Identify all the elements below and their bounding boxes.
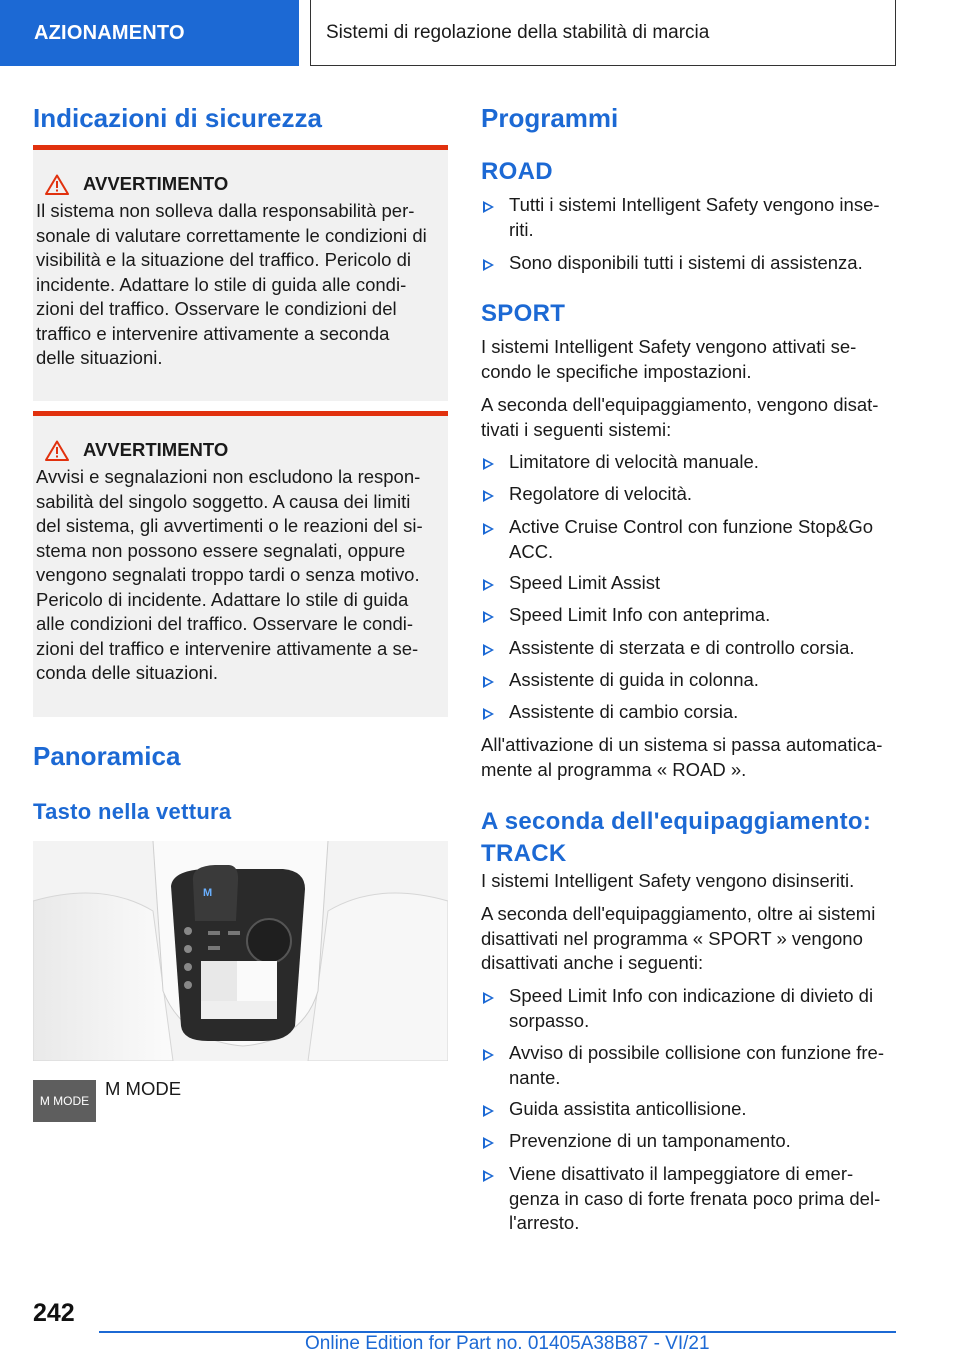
list-item xyxy=(481,571,896,596)
list-item xyxy=(481,668,896,693)
triangle-bullet-icon xyxy=(483,708,494,720)
list-item-text: Prevenzione di un tamponamento. xyxy=(509,1130,791,1151)
triangle-bullet-icon xyxy=(483,992,494,1004)
m-mode-label: M MODE xyxy=(105,1078,182,1099)
overview-heading: Panoramica xyxy=(33,741,181,771)
warning-text: Il sistema non solleva dalla responsabilità per- sonale di valutare correttamente le condizioni di visibilità e la situazione del traffico. Pericolo di incidente. Adattare lo stile di guida alle condi- zioni del traffico. Osservare le condizioni del traffico e intervenire attivamente a seconda delle situazioni. xyxy=(36,200,427,368)
section-tab: AZIONAMENTO xyxy=(0,0,299,66)
list-item-text: Tutti i sistemi Intelligent Safety vengono inse- riti. xyxy=(509,194,880,240)
road-heading: ROAD xyxy=(481,158,553,185)
list-item-text: Guida assistita anticollisione. xyxy=(509,1098,747,1119)
safety-heading: Indicazioni di sicurezza xyxy=(33,103,322,133)
list-item-text: Limitatore di velocità manuale. xyxy=(509,451,759,472)
svg-text:M: M xyxy=(203,887,213,899)
list-item xyxy=(481,603,896,628)
triangle-bullet-icon xyxy=(483,259,494,271)
list-item-text: Assistente di sterzata e di controllo corsia. xyxy=(509,637,855,658)
list-item xyxy=(481,1097,896,1122)
list-item xyxy=(481,251,896,276)
center-console-illustration xyxy=(33,841,448,1061)
triangle-bullet-icon xyxy=(483,611,494,623)
warning-triangle-icon xyxy=(45,174,69,195)
warning-header xyxy=(45,170,438,198)
list-item-text: Viene disattivato il lampeggiatore di emer- genza in caso di forte frenata poco prima del- l'arresto. xyxy=(509,1163,881,1233)
warning-title: AVVERTIMENTO xyxy=(83,439,229,460)
list-item-text: Assistente di cambio corsia. xyxy=(509,701,739,722)
triangle-bullet-icon xyxy=(483,458,494,470)
triangle-bullet-icon xyxy=(483,1170,494,1182)
list-item xyxy=(481,984,896,1033)
triangle-bullet-icon xyxy=(483,644,494,656)
list-item xyxy=(481,1162,896,1236)
list-item xyxy=(481,193,896,242)
list-item xyxy=(481,700,896,725)
list-item xyxy=(481,515,896,564)
list-item xyxy=(481,1041,896,1090)
chapter-title-text: Sistemi di regolazione della stabilità di marcia xyxy=(326,21,710,43)
warning-text: Avvisi e segnalazioni non escludono la respon- sabilità del singolo soggetto. A causa dei limiti del sistema, gli avvertimenti o le reazioni del si- stema non possono essere segnalati, oppure vengono segnalati troppo tardi o senza motivo. Pericolo di incidente. Adattare lo stile di guida alle condizioni del traffico. Osservare le condi- zioni del traffico e intervenire attivamente a se- conda delle situazioni. xyxy=(36,466,423,683)
triangle-bullet-icon xyxy=(483,490,494,502)
list-item xyxy=(481,1129,896,1154)
sport-paragraph-2: A seconda dell'equipaggiamento, vengono disat- tivati i seguenti sistemi: xyxy=(481,394,879,440)
list-item-text: Regolatore di velocità. xyxy=(509,483,693,504)
warning-box-1 xyxy=(33,145,448,401)
track-paragraph-1: I sistemi Intelligent Safety vengono disinseriti. xyxy=(481,870,855,891)
track-heading: A seconda dell'equipaggiamento: TRACK xyxy=(481,808,872,867)
button-subheading: Tasto nella vettura xyxy=(33,799,232,824)
list-item xyxy=(481,636,896,661)
warning-header xyxy=(45,436,438,464)
programs-heading: Programmi xyxy=(481,103,619,133)
list-item-text: Speed Limit Assist xyxy=(509,572,661,593)
list-item-text: Avviso di possibile collisione con funzione fre- nante. xyxy=(509,1042,884,1088)
chapter-title xyxy=(310,0,896,66)
list-item xyxy=(481,482,896,507)
triangle-bullet-icon xyxy=(483,201,494,213)
sport-paragraph-3: All'attivazione di un sistema si passa automatica- mente al programma « ROAD ». xyxy=(481,734,883,780)
warning-box-2 xyxy=(33,411,448,717)
list-item-text: Speed Limit Info con anteprima. xyxy=(509,604,771,625)
triangle-bullet-icon xyxy=(483,1049,494,1061)
list-item-text: Sono disponibili tutti i sistemi di assistenza. xyxy=(509,252,863,273)
triangle-bullet-icon xyxy=(483,1105,494,1117)
sport-paragraph-1: I sistemi Intelligent Safety vengono attivati se- condo le specifiche impostazioni. xyxy=(481,336,857,382)
list-item-text: Active Cruise Control con funzione Stop&Go ACC. xyxy=(509,516,874,562)
list-item xyxy=(481,450,896,475)
triangle-bullet-icon xyxy=(483,579,494,591)
warning-triangle-icon xyxy=(45,440,69,461)
track-paragraph-2: A seconda dell'equipaggiamento, oltre ai sistemi disattivati nel programma « SPORT » vengono disattivati anche i seguenti: xyxy=(481,903,876,973)
triangle-bullet-icon xyxy=(483,1137,494,1149)
warning-title: AVVERTIMENTO xyxy=(83,173,229,194)
triangle-bullet-icon xyxy=(483,523,494,535)
list-item-text: Speed Limit Info con indicazione di divieto di sorpasso. xyxy=(509,985,874,1031)
list-item-text: Assistente di guida in colonna. xyxy=(509,669,759,690)
triangle-bullet-icon xyxy=(483,676,494,688)
m-mode-button-text: M MODE xyxy=(39,1094,90,1108)
page-number: 242 xyxy=(33,1299,75,1327)
m-mode-button-icon xyxy=(33,1080,96,1122)
center-console-photo xyxy=(33,841,448,1061)
edition-text: Online Edition for Part no. 01405A38B87 - VI/21 xyxy=(305,1333,710,1354)
sport-heading: SPORT xyxy=(481,300,566,327)
